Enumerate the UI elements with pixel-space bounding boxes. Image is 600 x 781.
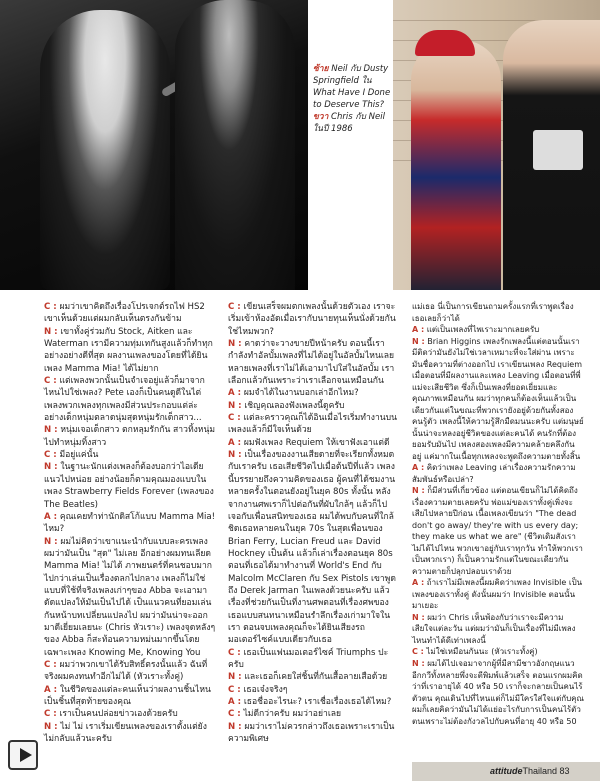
photo-caption — [313, 63, 391, 135]
interview-paragraph — [44, 449, 216, 461]
caption-bottom-text: Chris กับ Neil ในปี 1986 — [313, 112, 385, 134]
interview-paragraph — [44, 684, 216, 709]
photo-chris-neil — [393, 0, 600, 290]
paragraph-text: แม่เธอ นี่เป็นการเขียนถามครั้งแรกที่เราพูดเรื่องเธอเลยก็ว่าได้ — [412, 302, 574, 323]
interview-paragraph — [412, 336, 584, 463]
interview-paragraph — [228, 647, 400, 672]
text-column-2 — [228, 301, 400, 745]
text-column-3 — [412, 301, 584, 727]
photo-figure-chris — [411, 40, 501, 290]
speaker-label: A : — [228, 437, 242, 448]
caption-bottom — [313, 111, 391, 135]
paragraph-text: ผมไม่คิดว่าเขาแนะนำกับแบบละครเพลง ผมว่ามันเป็น "สุด" ไม่เลย อีกอย่างผมทนเลียด Mamma Mia! ไม่ได้ ภาพยนตร์ที่คนชอบมากไปกว่าเล่นเป็นเรื่องตลกไปกลาง เพลงก็ไม่ใช่แบบที่ใช้ที่จริงเพลงเก่าๆของ Abba จะเอามาดัดแปลงให้มันเป็นไปได้ เป็นแนวคนที่ยอมเล่นกันหน้าบทเปลี่ยนแปลงไป ผมว่ามันน่าจะออกมาดีเยี่ยมเลยนะ (Chris หัวเราะ) เพลงจุดหลังๆ ของ Abba ก็สะท้อนความหม่นมากขึ้นโดยเฉพาะเพลง Knowing Me, Knowing You — [44, 536, 216, 658]
photo-neil-dusty — [0, 0, 308, 290]
paragraph-text: เธอเป็นแฟนมอเตอร์ไซค์ Triumphs ปะครับ — [228, 647, 389, 670]
speaker-label: N : — [44, 425, 58, 436]
interview-paragraph — [228, 696, 400, 708]
play-button[interactable] — [8, 740, 38, 770]
interview-paragraph — [228, 721, 400, 746]
speaker-label: C : — [228, 684, 241, 695]
paragraph-text: ผมจำได้ในงานบอกเล่าอีกไหม? — [241, 388, 359, 399]
paragraph-text: ในฐานะนักแต่งเพลงก็ต้องบอกว่าไอเดียแนวไปหน่อย อย่างน้อยก็ตามคุณมองแบบในเพลง Strawberry Fields Forever (เพลงของ The Beatles) — [44, 462, 214, 510]
paragraph-text: เธอเจ๋งจริงๆ — [240, 684, 288, 695]
interview-paragraph — [44, 461, 216, 510]
interview-paragraph — [44, 721, 216, 746]
speaker-label: A : — [412, 578, 425, 588]
caption-top-text: Neil กับ Dusty Springfield ใน What Have I Done to Deserve This? — [313, 64, 391, 110]
interview-paragraph — [412, 462, 584, 485]
paragraph-text: คิดว่าเพลง Leaving เล่าเรื่องความรักความสัมพันธ์หรือเปล่า? — [412, 463, 576, 484]
paragraph-text: หนุ่มเจอเด็กสาว ตกหลุมรักกัน สาวทิ้งหนุ่มไปทำหนุ่มทิ้งสาว — [44, 425, 216, 448]
interview-paragraph — [44, 659, 216, 684]
interview-paragraph — [44, 536, 216, 659]
paragraph-text: ผมว่าพวกเขาได้รับสิทธิ์ตรงนั้นแล้ว ฉันที่จริงผมคงทนทำอีกไม่ได้ (หัวเราะทั้งคู่) — [44, 659, 208, 683]
photo-figure-dusty — [40, 10, 170, 290]
speaker-label: C : — [44, 659, 57, 670]
paragraph-text: ในชีวิตของแต่ละคนเห็นว่าผลงานชิ้นไหนเป็นชิ้นที่สุดท้ายของคุณ — [44, 684, 211, 707]
interview-paragraph — [228, 671, 400, 683]
interview-paragraph — [228, 338, 400, 387]
paragraph-text: เธอชื่ออะไรนะ? เราเชื่อเรื่องเธอได้ไหม? — [241, 697, 392, 707]
interview-body — [0, 301, 600, 761]
paragraph-text: ผมได้ไปเจอมาจากผู้ที่มีสามีชาวอังกฤษแนว อีกกวีทั้งหลายพึ่งจะตีพิมพ์แล้วเสร็จ ตอนแรกผมคิดว่าที่เราอายุได้ 40 หรือ 50 เราก็จะกลายเป็นคนไร้ตัวตน คุณเดินไปที่ไหนแต่ก็ไม่มีใครใส่ใจแต่กับคุณ ผมก็เลยคิดว่ามันไม่ได้แย่อะไรกับการเป็นคนไร้ตัวตนเพราะไม่ต้องกังวลไปกับคนที่อายุ 40 หรือ 50 — [412, 658, 584, 726]
interview-paragraph — [228, 301, 400, 338]
speaker-label: N : — [44, 326, 58, 337]
folio-edition: Thailand — [522, 766, 558, 776]
paragraph-text: ผมฟังเพลง Requiem ให้เขาฟังเอาแต่ดี — [241, 437, 390, 448]
paragraph-text: แต่เป็นเพลงที่ไพเราะมากเลยครับ — [424, 325, 540, 335]
interview-paragraph — [228, 387, 400, 399]
speaker-label: C : — [228, 647, 241, 658]
speaker-label: C : — [44, 450, 57, 461]
caption-bottom-label: ขวา — [313, 112, 329, 122]
interview-paragraph — [228, 412, 400, 437]
interview-paragraph — [44, 301, 216, 326]
interview-paragraph — [412, 658, 584, 727]
speaker-label: C : — [44, 302, 57, 312]
photo-red-cap — [415, 30, 475, 56]
speaker-label: N : — [412, 658, 425, 668]
interview-paragraph — [412, 324, 584, 336]
interview-paragraph — [44, 375, 216, 424]
paragraph-text: ก็มีส่วนที่เกี่ยวข้อง แต่ตอนเขียนก็ไม่ได้คิดถึงเรื่องความตายเลยครับ พ่อแม่ของเราทั้งคู่เพิ่งจะเสียไปหลายปีก่อน เนื้อเพลงเขียนว่า "The dead don't go away/ they're with us every day; they make us what we are" (ชีวิตเดิมสังเราไม่ได้ไปไหน พวกเขาอยู่กับเราทุกวัน ทำให้พวกเราเป็นพวกเรา) ก็เป็นความรักแต่ในขณะเดียวกันความตายก็ปลุกปลอบเราด้วย — [412, 486, 583, 576]
paragraph-text: ถ้าเราไม่มีเพลงนี้ผมคิดว่าเพลง Invisible เป็นเพลงของเราทั้งคู่ ดังนั้นผมว่า Invisible ตอนนั้นมาเยอะ — [412, 578, 583, 611]
speaker-label: C : — [228, 709, 241, 720]
caption-top-label: ซ้าย — [313, 64, 329, 74]
interview-paragraph — [412, 301, 584, 324]
paragraph-text: เป็นเรื่องของงานเสียดายที่จะเรียกทั้งหมดกับเราครับ เธอเสียชีวิตไปเมื่อต้นปีที่แล้ว เพลงนี้บรรยายถึงความคิดของเธอ ผู้คนที่ได้ชมงานหลายครั้งในตอนยังอยู่ในยุค 80s ทั้งนั้น หลังจากงานศพเราก็ไปต่อกันที่ผับใกล้ๆ แล้วก็ไปเจอกับเพื่อนสนิทของเธอ ผมได้พบกับคนที่ใกล้ชิดเธอหลายคนในยุค 70s ในสุดเพื่อนของ Brian Ferry, Lucian Freud และ David Hockney เป็นต้น แล้วก็เล่าเรื่องตอนยุค 80s ตอนที่เธอได้มาทำงานที่ World's End กับ Malcolm McClaren กับ Sex Pistols เขาพูดถึง Derek Jarman ในเพลงด้วยนะครับ แล้วเรื่องที่ช่วยกันเป็นที่งานศพตอนที่เรื่องศพของเธอแบบสนทนาเหมือนรำลึกเรื่องเก่ามาใจในเรา ตอนจบเพลงคุณก็จะได้ยินเสียงรถมอเตอร์ไซค์แบบเดียวกับเธอ — [228, 450, 396, 646]
photo-figure-neil — [175, 0, 295, 290]
speaker-label: N : — [228, 450, 242, 461]
speaker-label: A : — [412, 463, 425, 473]
speaker-label: N : — [228, 672, 242, 683]
interview-paragraph — [44, 511, 216, 536]
paragraph-text: มีอยู่แค่นั้น — [56, 450, 99, 461]
speaker-label: C : — [228, 302, 241, 312]
paragraph-text: เขาทั้งคู่ร่วมกับ Stock, Aitken และ Waterman เรามีความทุ่มเทกันสูงแล้วก็ทำทุกอย่างอย่างดีที่สุด ผลงานเพลงของโดยที่ได้ยินเพลง Mamma Mia! ได้ไม่ยาก — [44, 326, 213, 374]
paragraph-text: คุณเคยทำท่านักดิสโก้แบบ Mamma Mia! ไหม? — [44, 511, 216, 535]
interview-paragraph — [228, 708, 400, 720]
interview-paragraph — [44, 708, 216, 720]
speaker-label: C : — [228, 413, 241, 424]
paragraph-text: เราเป็นคนปล่อยข่าวเองด้วยครับ — [56, 709, 178, 720]
caption-top — [313, 63, 391, 111]
speaker-label: C : — [44, 376, 57, 387]
speaker-label: N : — [44, 462, 58, 473]
paragraph-text: เชิญคุณลองฟังเพลงนี้ดูครับ — [241, 400, 345, 411]
speaker-label: A : — [44, 684, 58, 695]
folio-page-number: 83 — [559, 766, 570, 776]
speaker-label: A : — [44, 511, 58, 522]
interview-paragraph — [228, 400, 400, 412]
speaker-label: N : — [228, 339, 242, 350]
speaker-label: A : — [412, 325, 425, 335]
paragraph-text: Brian Higgins เพลงรักเพลงนี้แต่ตอนนั้นเรามีติดว่ามันยังไม่ใช่เวลาเหมาะที่จะใส่ผ่าน เพราะมันชื่อความที่ต่างออกไป เราเขียนเพลง Requiem เมื่อตอนที่มีผลงานและเพลง Leaving เมื่อตอนที่พี่แม่จะเสียชีวิต ซึ่งก็เป็นเพลงที่ยอดเยี่ยมและคุณภาพเหมือนกัน ผมว่าทุกคนก็ต้องเห็นแล้วเป็นเดียวกันแต่ในขณะที่พวกเรายังอยู่ด้วยกันทั้งสองคนรู้ตัว เพลงนี้ให้ความรู้สึกมืดมนนะครับ แต่มนุษย์นั้นน่าจะหลงอยู่ชีวิตของแต่ละคนได้ คนรักที่ต้องยอมรับมันไป เพลงสองเพลงมีความคล้ายคลึงกันอยู่ แค่มากในเนื้อทุกเพลงจะพูดถึงความตายทั้งสิ้น — [412, 336, 584, 461]
paragraph-text: ไม่ดีกว่าครับ ผมว่าอย่าเลย — [240, 709, 342, 720]
speaker-label: A : — [228, 388, 242, 399]
page-folio — [412, 762, 600, 781]
interview-paragraph — [228, 437, 400, 449]
paragraph-text: ไม่ ไม่ เราเริ่มเขียนเพลงของเราตั้งแต่ยังไม่กลับแล้วนะครับ — [44, 721, 207, 745]
paragraph-text: ผมว่า Chris เห็นพ้องกับว่าเราจะมีความเสียใจแต่ละวัน แต่ผมว่ามันก็เป็นเรื่องที่ไม่มีเพลงไหนทำได้ดีเท่าเพลงนี้ — [412, 612, 576, 645]
interview-paragraph — [412, 577, 584, 612]
interview-paragraph — [44, 424, 216, 449]
speaker-label: N : — [228, 721, 242, 732]
interview-paragraph — [44, 326, 216, 375]
speaker-label: N : — [412, 486, 425, 496]
photo-figure-neil-right — [503, 20, 600, 290]
interview-paragraph — [412, 646, 584, 658]
speaker-label: A : — [228, 697, 242, 707]
speaker-label: N : — [412, 336, 425, 346]
paragraph-text: แต่เพลงพวกนั้นเป็นจำเจอยู่แล้วก็มาจากไหนไปใช่เพลง? Pete เองก็เป็นคนดูดีในไต่เพลงพวกเพลงทุกเพลงมีส่วนประกอบแต่ล่ะอย่างเด็กหนุ่มตลาดนุ่มสุดหนุ่มรักเด็กสาว... — [44, 376, 205, 424]
paragraph-text: แต่ละคราวคุณก็ได้อินเมื่อไรเริ่มทำงานบนเพลงแล้วก็มีใจเห็นด้วย — [228, 413, 397, 436]
speaker-label: N : — [412, 612, 425, 622]
paragraph-text: ผมว่าเขาคิดถึงเรื่องโปรเจกต์รถไฟ HS2 เขาเห็นด้วยแต่ผมกลับเห็นตรงกันข้าม — [44, 302, 205, 325]
speaker-label: N : — [44, 536, 58, 547]
interview-paragraph — [412, 485, 584, 577]
interview-paragraph — [228, 449, 400, 647]
paragraph-text: ไม่ใช่เหมือนกันนะ (หัวเราะทั้งคู่) — [423, 647, 538, 657]
interview-paragraph — [412, 612, 584, 647]
paragraph-text: เขียนเสร็จผมตกเพลงนั้นด้วยตัวเอง เราจะเริ่มเข้าห้องอัดเมื่อเรากับนายทุนเห็นนั่งด้วยกัน ใช่ไหมพวก? — [228, 302, 396, 337]
interview-paragraph — [228, 684, 400, 696]
speaker-label: C : — [412, 647, 424, 657]
paragraph-text: ผมว่าเราไม่ควรกล่าวถึงเธอเพราะเราเป็นความพิเศษ — [228, 721, 395, 745]
paragraph-text: คาดว่าจะวางขายปีหน้าครับ ตอนนี้เรากำลังทำอัลบั้มเพลงที่ไม่ได้อยู่ในอัลบั้มไหนเลย หลายเพลงที่เราไม่ได้เอามาไปใส่ในอัลบั้ม เราเลือกแล้วกันเพราะว่าเราเลือกจนเหมือนกัน — [228, 339, 395, 387]
speaker-label: N : — [228, 400, 242, 411]
text-column-1 — [44, 301, 216, 745]
speaker-label: N : — [44, 721, 58, 732]
folio-magazine: attitude — [490, 766, 523, 776]
speaker-label: C : — [44, 709, 57, 720]
paragraph-text: และเธอก็เคยใส่ชิ้นที่กันเสื้อลายเสือด้วย — [241, 672, 388, 683]
photo-tshirt-print — [533, 130, 583, 170]
